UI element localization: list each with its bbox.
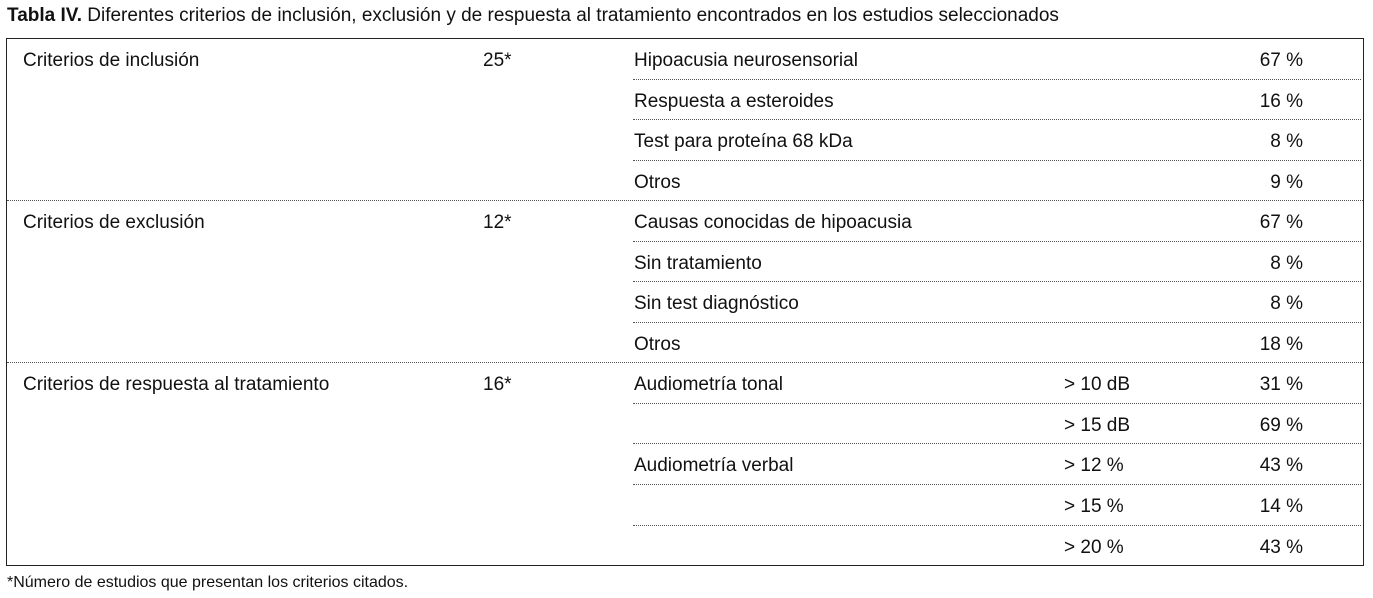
row-divider (633, 281, 1361, 282)
row-divider (633, 484, 1361, 485)
criterion-item: Hipoacusia neurosensorial (634, 50, 858, 71)
criterion-item: Otros (634, 334, 681, 355)
criterion-percent: 14 % (1259, 496, 1303, 517)
criterion-percent: 67 % (1259, 212, 1303, 233)
criterion-percent: 8 % (1270, 131, 1303, 152)
criterion-item: Test para proteína 68 kDa (634, 131, 853, 152)
criterion-percent: 67 % (1259, 50, 1303, 71)
criterion-item: Causas conocidas de hipoacusia (634, 212, 912, 233)
group-name: Criterios de inclusión (23, 50, 200, 71)
criterion-threshold: > 15 dB (1064, 415, 1131, 436)
group-divider (7, 362, 1363, 363)
criterion-percent: 43 % (1259, 455, 1303, 476)
criterion-threshold: > 15 % (1064, 496, 1124, 517)
group-count: 16* (483, 374, 512, 395)
group-count: 12* (483, 212, 512, 233)
group-divider (7, 200, 1363, 201)
row-divider (633, 160, 1361, 161)
criterion-percent: 43 % (1259, 537, 1303, 558)
criterion-item: Sin test diagnóstico (634, 293, 799, 314)
row-divider (633, 241, 1361, 242)
criterion-percent: 18 % (1259, 334, 1303, 355)
criterion-percent: 8 % (1270, 253, 1303, 274)
table-footnote: *Número de estudios que presentan los criterios citados. (7, 574, 409, 591)
caption-label: Tabla IV. (7, 5, 82, 26)
criterion-threshold: > 12 % (1064, 455, 1124, 476)
criterion-percent: 8 % (1270, 293, 1303, 314)
criterion-item: Audiometría tonal (634, 374, 783, 395)
group-count: 25* (483, 50, 512, 71)
criterion-threshold: > 20 % (1064, 537, 1124, 558)
row-divider (633, 443, 1361, 444)
row-divider (633, 79, 1361, 80)
row-divider (633, 322, 1361, 323)
criterion-percent: 9 % (1270, 172, 1303, 193)
row-divider (633, 119, 1361, 120)
caption-text: Diferentes criterios de inclusión, exclusión y de respuesta al tratamiento encontrados en los estudios seleccionados (87, 5, 1059, 26)
table-caption (7, 4, 1059, 28)
criteria-table (6, 38, 1364, 566)
criterion-item: Respuesta a esteroides (634, 91, 834, 112)
criterion-threshold: > 10 dB (1064, 374, 1131, 395)
criterion-percent: 16 % (1259, 91, 1303, 112)
criterion-percent: 31 % (1259, 374, 1303, 395)
group-name: Criterios de respuesta al tratamiento (23, 374, 330, 395)
row-divider (633, 525, 1361, 526)
criterion-item: Sin tratamiento (634, 253, 762, 274)
criterion-percent: 69 % (1259, 415, 1303, 436)
row-divider (633, 403, 1361, 404)
group-name: Criterios de exclusión (23, 212, 205, 233)
criterion-item: Otros (634, 172, 681, 193)
criterion-item: Audiometría verbal (634, 455, 794, 476)
